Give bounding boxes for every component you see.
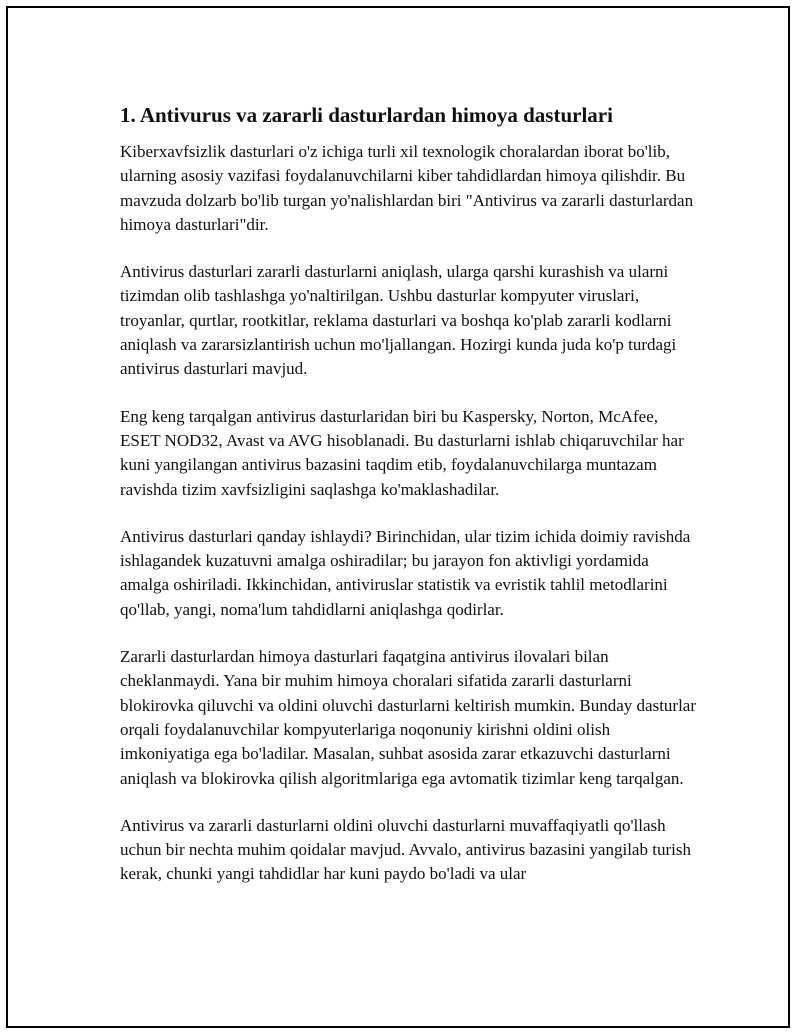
paragraph: Antivirus dasturlari qanday ishlaydi? Birinchidan, ular tizim ichida doimiy ravishda ishlagandek kuzatuvni amalga oshiradilar; bu jarayon fon aktivligi yordamida amalga oshiriladi. Ikkinchidan, antiviruslar statistik va evristik tahlil metodlarini qo'llab, yangi, noma'lum tahdidlarni aniqlashga qodirlar.	[120, 526, 691, 619]
paragraph: Zararli dasturlardan himoya dasturlari faqatgina antivirus ilovalari bilan cheklanmaydi. Yana bir muhim himoya choralari sifatida zararli dasturlarni blokirovka qiluvchi va oldini oluvchi dasturlarni keltirish mumkin. Bunday dasturlar orqali foydalanuvchilar kompyuterlariga noqonuniy kirishni oldini olish imkoniyatiga ega bo'ladilar. Masalan, suhbat asosida zarar etkazuvchi dasturlarni aniqlash va blokirovka qilish algoritmlariga ega avtomatik tizimlar keng tarqalgan.	[120, 647, 697, 788]
paragraph: Eng keng tarqalgan antivirus dasturlaridan biri bu Kaspersky, Norton, McAfee, ESET NOD32, Avast va AVG hisoblanadi. Bu dasturlarni ishlab chiqaruvchilar har kuni yangilangan antivirus bazasini taqdim etib, foydalanuvchilarga muntazam ravishda tizim xavfsizligini saqlashga ko'maklashadilar.	[120, 406, 684, 499]
page-frame	[6, 6, 790, 1028]
paragraph: Kiberxavfsizlik dasturlari o'z ichiga turli xil texnologik choralardan iborat bo'lib, ularning asosiy vazifasi foydalanuvchilarni kiber tahdidlardan himoya qilishdir. Bu mavzuda dolzarb bo'lib turgan yo'nalishlardan biri "Antivirus va zararli dasturlardan himoya dasturlari"dir.	[120, 142, 694, 234]
paragraph: Antivirus dasturlari zararli dasturlarni aniqlash, ularga qarshi kurashish va ularni tizimdan olib tashlashga yo'naltirilgan. Ushbu dasturlar kompyuter viruslari, troyanlar, qurtlar, rootkitlar, reklama dasturlari va boshqa ko'plab zararli kodlarni aniqlash va zararsizlantirish uchun mo'ljallangan. Hozirgi kunda juda ko'p turdagi antivirus dasturlari mavjud.	[120, 262, 677, 379]
paragraph: Antivirus va zararli dasturlarni oldini oluvchi dasturlarni muvaffaqiyatli qo'llash uchun bir nechta muhim qoidalar mavjud. Avvalo, antivirus bazasini yangilab turish kerak, chunki yangi tahdidlar har kuni paydo bo'ladi va ular	[120, 815, 691, 884]
document-body	[120, 100, 700, 910]
section-heading: 1. Antivurus va zararli dasturlardan himoya dasturlari	[120, 103, 613, 127]
